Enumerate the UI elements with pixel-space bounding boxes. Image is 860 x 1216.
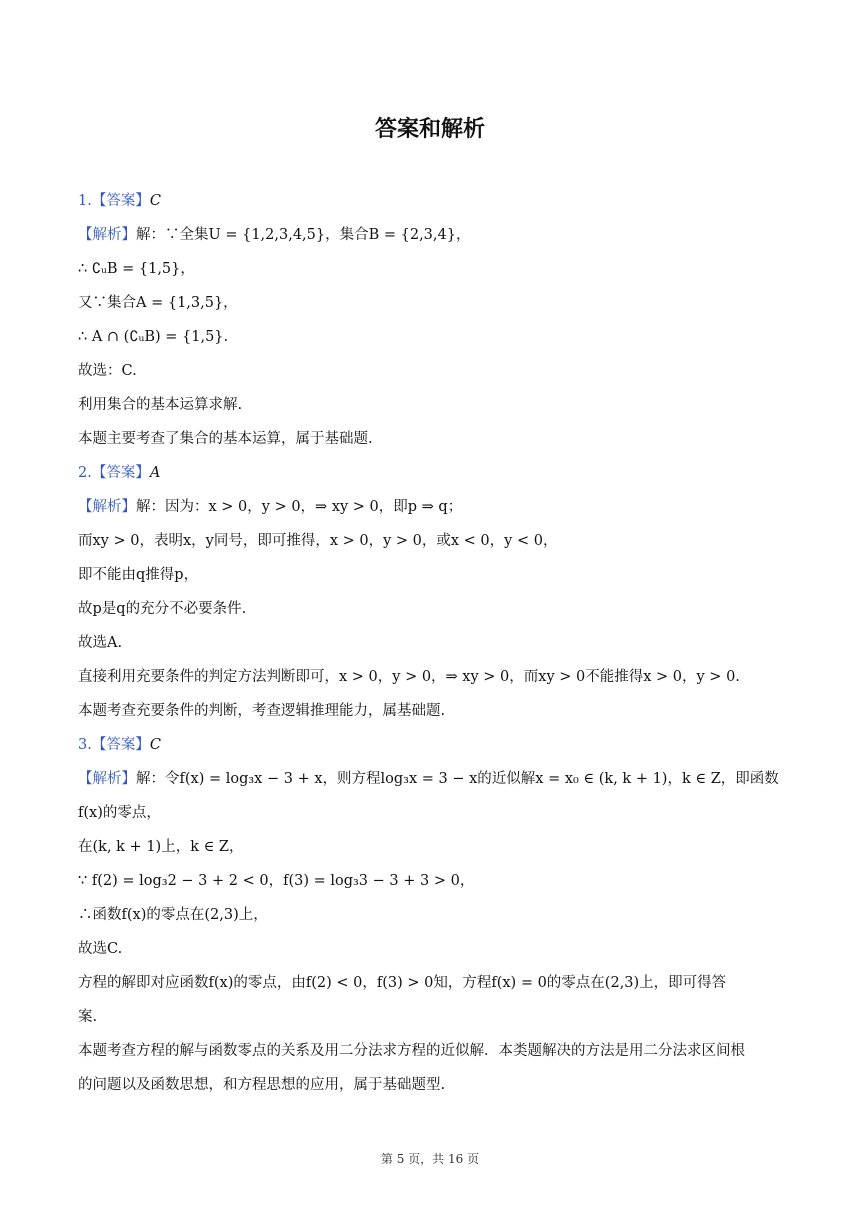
analysis-line: 的问题以及函数思想，和方程思想的应用，属于基础题型. [78, 1077, 446, 1093]
analysis-line: 本题主要考查了集合的基本运算，属于基础题. [78, 431, 373, 447]
analysis-line: 又∵集合A = {1,3,5}， [78, 295, 238, 311]
analysis-tag: 【解析】 [78, 499, 136, 515]
analysis-line: 即不能由q推得p， [78, 567, 199, 583]
analysis-line: 本题考查方程的解与函数零点的关系及用二分法求方程的近似解．本类题解决的方法是用二分法求区间根 [78, 1043, 745, 1059]
answer-header-2 [78, 463, 160, 483]
analysis-line: 故选A. [78, 635, 123, 651]
analysis-line: f(x)的零点， [78, 805, 161, 821]
analysis-line: ∴ ∁ᵤB = {1,5}， [78, 261, 195, 277]
answer-header-3 [78, 735, 161, 755]
page-title: 答案和解析 [374, 117, 485, 142]
answer-header-1 [78, 191, 161, 211]
question-number: 1. [78, 193, 92, 209]
answer-value: A [149, 465, 161, 481]
analysis-line [78, 225, 470, 245]
analysis-text: 解：∵全集U = {1,2,3,4,5}，集合B = {2,3,4}， [136, 227, 471, 243]
analysis-line: 利用集合的基本运算求解. [78, 397, 243, 413]
analysis-line [78, 497, 462, 517]
question-number: 2. [78, 465, 92, 481]
analysis-line: 案. [78, 1009, 98, 1025]
analysis-line: ∵ f(2) = log₃2 − 3 + 2 < 0，f(3) = log₃3 − 3 + 3 > 0， [78, 873, 475, 889]
analysis-line: 本题考查充要条件的判断，考查逻辑推理能力，属基础题. [78, 703, 446, 719]
analysis-line [78, 769, 779, 789]
question-number: 3. [78, 737, 92, 753]
analysis-line: 而xy > 0，表明x，y同号，即可推得，x > 0，y > 0，或x < 0，y < 0， [78, 533, 558, 549]
analysis-text: 解：令f(x) = log₃x − 3 + x，则方程log₃x = 3 − x的近似解x = x₀ ∈ (k, k + 1)，k ∈ Z，即函数 [136, 771, 779, 787]
analysis-line: 直接利用充要条件的判定方法判断即可，x > 0，y > 0，⇒ xy > 0，而xy > 0不能推得x > 0，y > 0. [78, 669, 740, 685]
answer-tag: 【答案】 [91, 465, 150, 481]
analysis-line: ∴ A ∩ (∁ᵤB) = {1,5}. [78, 329, 229, 345]
analysis-text: 解：因为：x > 0，y > 0，⇒ xy > 0，即p ⇒ q； [136, 499, 463, 515]
analysis-line: 方程的解即对应函数f(x)的零点，由f(2) < 0，f(3) > 0知，方程f(x) = 0的零点在(2,3)上，即可得答 [78, 975, 727, 991]
analysis-line: 故选：C. [78, 363, 137, 379]
analysis-line: 故p是q的充分不必要条件. [78, 601, 247, 617]
answer-tag: 【答案】 [91, 193, 150, 209]
analysis-line: 故选C. [78, 941, 123, 957]
answer-value: C [149, 193, 161, 209]
analysis-line: ∴函数f(x)的零点在(2,3)上， [78, 907, 268, 923]
answer-tag: 【答案】 [91, 737, 150, 753]
analysis-line: 在(k, k + 1)上，k ∈ Z， [78, 839, 244, 855]
analysis-tag: 【解析】 [78, 227, 136, 243]
analysis-tag: 【解析】 [78, 771, 136, 787]
page-footer: 第 5 页，共 16 页 [380, 1152, 480, 1166]
answer-value: C [149, 737, 161, 753]
